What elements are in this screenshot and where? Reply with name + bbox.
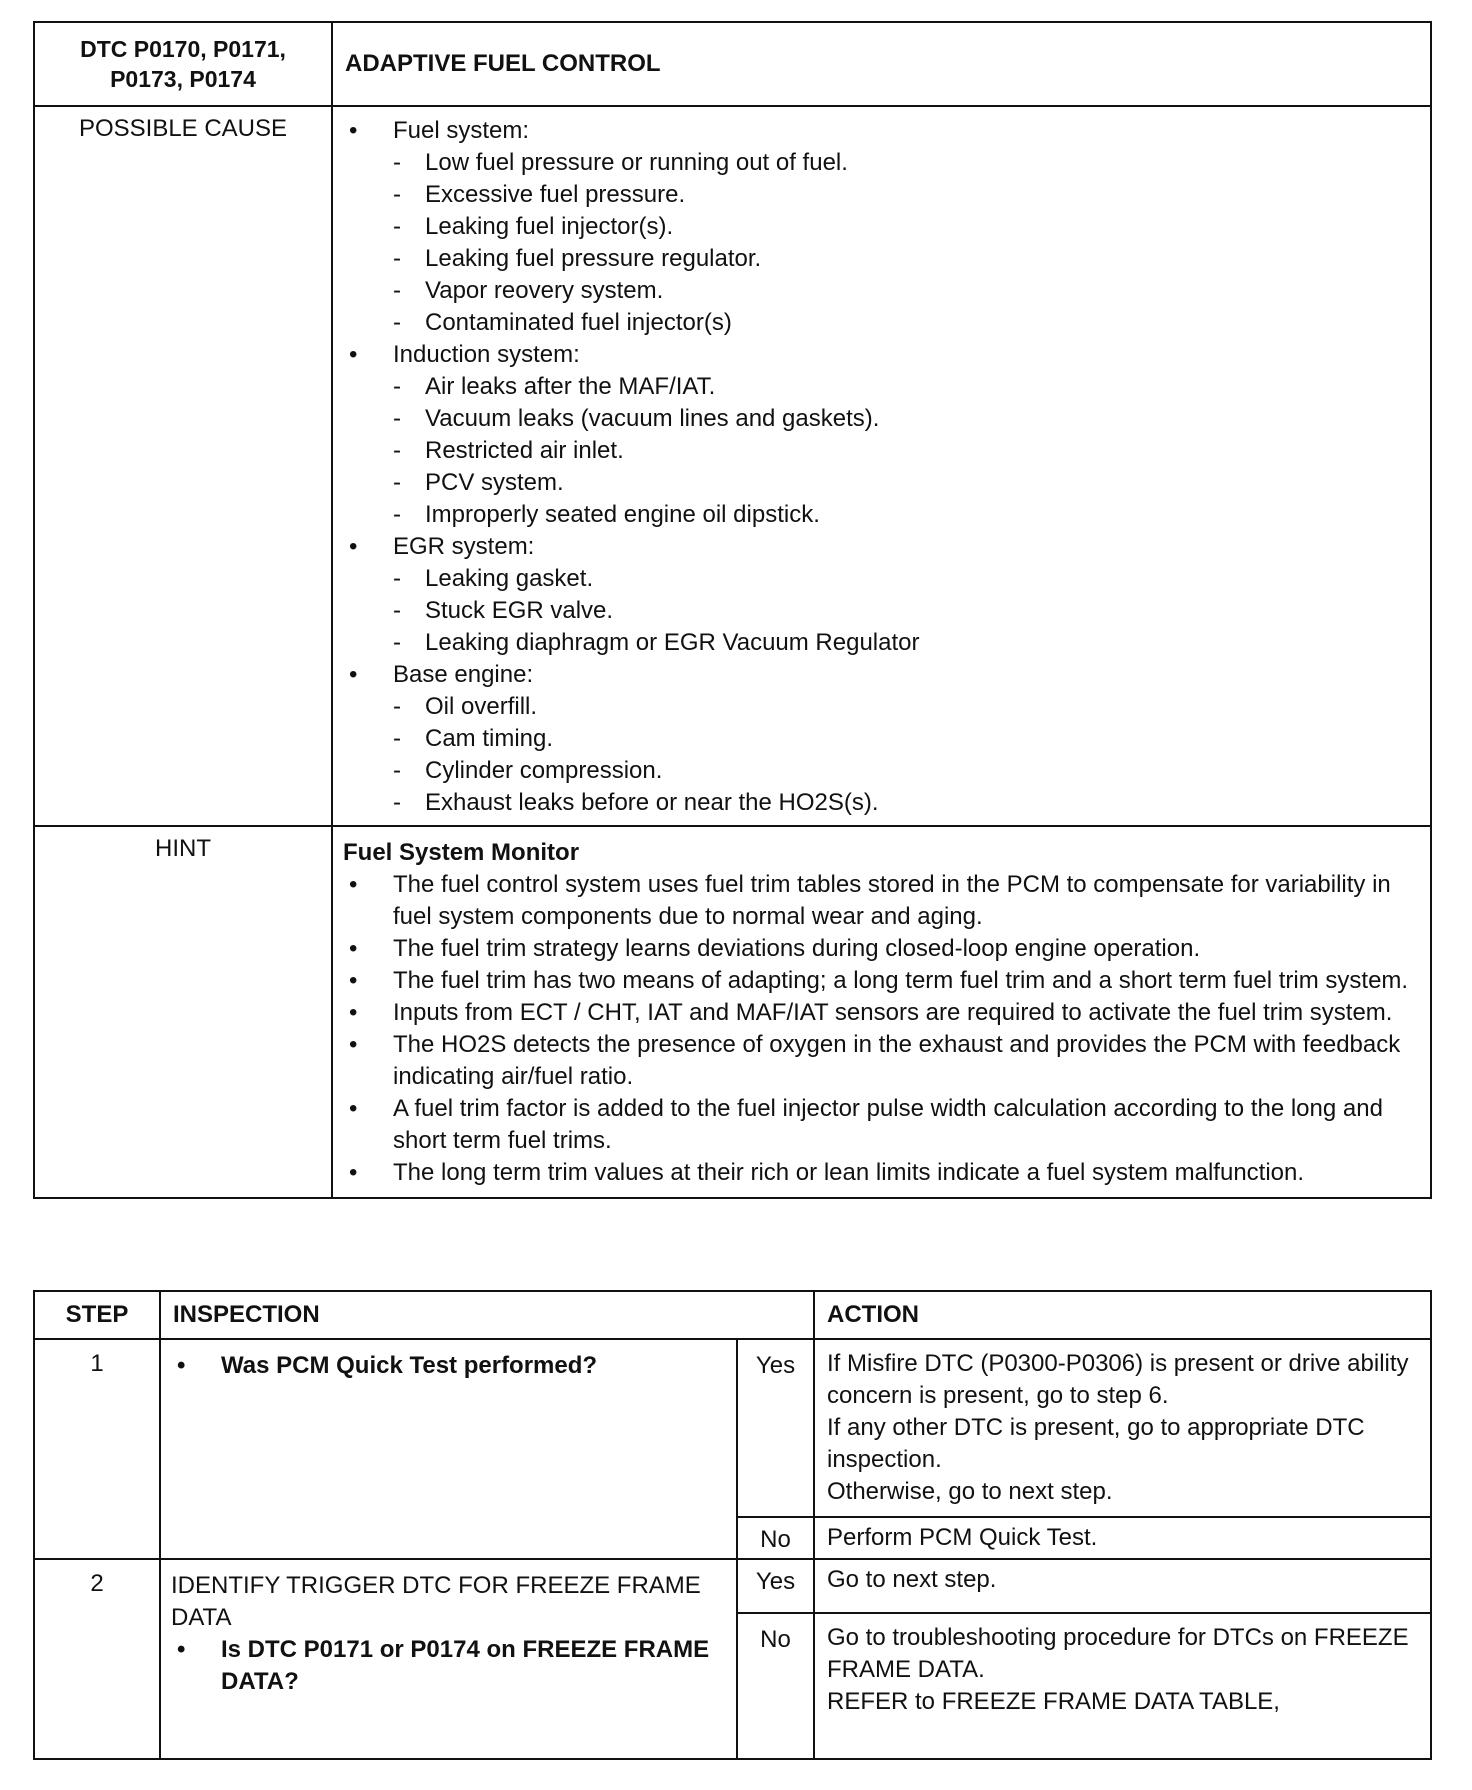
inspection-header: INSPECTION [160,1291,814,1339]
no-label: No [737,1613,814,1759]
cause-item: - Air leaks after the MAF/IAT. [393,373,716,400]
dtc-codes-cell [34,22,332,106]
page-title: ADAPTIVE FUEL CONTROL [332,22,1431,106]
hint-item: • The fuel trim strategy learns deviations during closed-loop engine operation. [343,933,1420,965]
cause-item: - Cylinder compression. [393,757,663,784]
hint-item: • A fuel trim factor is added to the fuel injector pulse width calculation according to the long and short term fuel trims. [343,1093,1420,1157]
bullet-icon: • [349,935,358,962]
bullet-icon: • [177,1352,186,1379]
yes-label: Yes [737,1339,814,1517]
cause-item: - Stuck EGR valve. [393,597,614,624]
cause-item: - Contaminated fuel injector(s) [393,309,732,336]
bullet-icon: • [349,871,358,898]
step-question: Was PCM Quick Test performed? [221,1352,598,1379]
cause-item: - Vapor reovery system. [393,277,664,304]
dtc-info-table [33,21,1432,1199]
step-question: Is DTC P0171 or P0174 on FREEZE FRAME DATA? [221,1636,710,1695]
hint-item: • The fuel trim has two means of adapting; a long term fuel trim and a short term fuel trim system. [343,965,1420,997]
cause-item: - Oil overfill. [393,693,538,720]
cause-item: - PCV system. [393,469,564,496]
yes-label: Yes [737,1559,814,1613]
bullet-icon: • [349,967,358,994]
no-label: No [737,1517,814,1559]
bullet-icon: • [349,1031,358,1058]
cause-item: - Leaking gasket. [393,565,594,592]
bullet-icon: • [349,999,358,1026]
bullet-icon: • [349,1095,358,1122]
cause-group: • Base engine: [343,659,1420,691]
hint-item: • The long term trim values at their rich or lean limits indicate a fuel system malfunction. [343,1157,1420,1189]
no-action: Perform PCM Quick Test. [814,1517,1431,1559]
possible-cause-list [332,106,1431,826]
hint-label: HINT [34,826,332,1198]
cause-item: - Excessive fuel pressure. [393,181,686,208]
cause-item: - Leaking fuel pressure regulator. [393,245,762,272]
dtc-codes-line1: DTC P0170, P0171, [80,36,286,62]
bullet-icon: • [177,1636,186,1663]
step-inspection [160,1559,737,1759]
step-number: 2 [34,1559,160,1759]
cause-item: - Vacuum leaks (vacuum lines and gaskets). [393,405,880,432]
cause-group: • Fuel system: [343,115,1420,147]
hint-item: • Inputs from ECT / CHT, IAT and MAF/IAT sensors are required to activate the fuel trim system. [343,997,1420,1029]
hint-title: Fuel System Monitor [343,839,580,866]
step-title: IDENTIFY TRIGGER DTC FOR FREEZE FRAME DATA [171,1572,701,1631]
bullet-icon: • [349,533,358,560]
bullet-icon: • [349,1159,358,1186]
cause-item: - Cam timing. [393,725,554,752]
step-header: STEP [34,1291,160,1339]
action-header: ACTION [814,1291,1431,1339]
inspection-steps-table [33,1290,1432,1760]
cause-item: - Leaking diaphragm or EGR Vacuum Regulator [393,629,920,656]
yes-action: Go to next step. [814,1559,1431,1613]
no-action: Go to troubleshooting procedure for DTCs on FREEZE FRAME DATA. REFER to FREEZE FRAME DATA TABLE, [814,1613,1431,1759]
yes-action: If Misfire DTC (P0300-P0306) is present or drive ability concern is present, go to step 6. If any other DTC is present, go to appropriate DTC inspection. Otherwise, go to next step. [814,1339,1431,1517]
cause-item: - Low fuel pressure or running out of fuel. [393,149,848,176]
hint-item: • The fuel control system uses fuel trim tables stored in the PCM to compensate for variability in fuel system components due to normal wear and aging. [343,869,1420,933]
dtc-codes-line2: P0173, P0174 [110,66,256,92]
cause-group: • EGR system: [343,531,1420,563]
cause-item: - Improperly seated engine oil dipstick. [393,501,820,528]
bullet-icon: • [349,117,358,144]
hint-item: • The HO2S detects the presence of oxygen in the exhaust and provides the PCM with feedback indicating air/fuel ratio. [343,1029,1420,1093]
step-number: 1 [34,1339,160,1559]
step-inspection [160,1339,737,1559]
cause-item: - Exhaust leaks before or near the HO2S(s). [393,789,879,816]
bullet-icon: • [349,661,358,688]
bullet-icon: • [349,341,358,368]
hint-content [332,826,1431,1198]
cause-group: • Induction system: [343,339,1420,371]
possible-cause-label: POSSIBLE CAUSE [34,106,332,826]
cause-item: - Leaking fuel injector(s). [393,213,674,240]
cause-item: - Restricted air inlet. [393,437,624,464]
